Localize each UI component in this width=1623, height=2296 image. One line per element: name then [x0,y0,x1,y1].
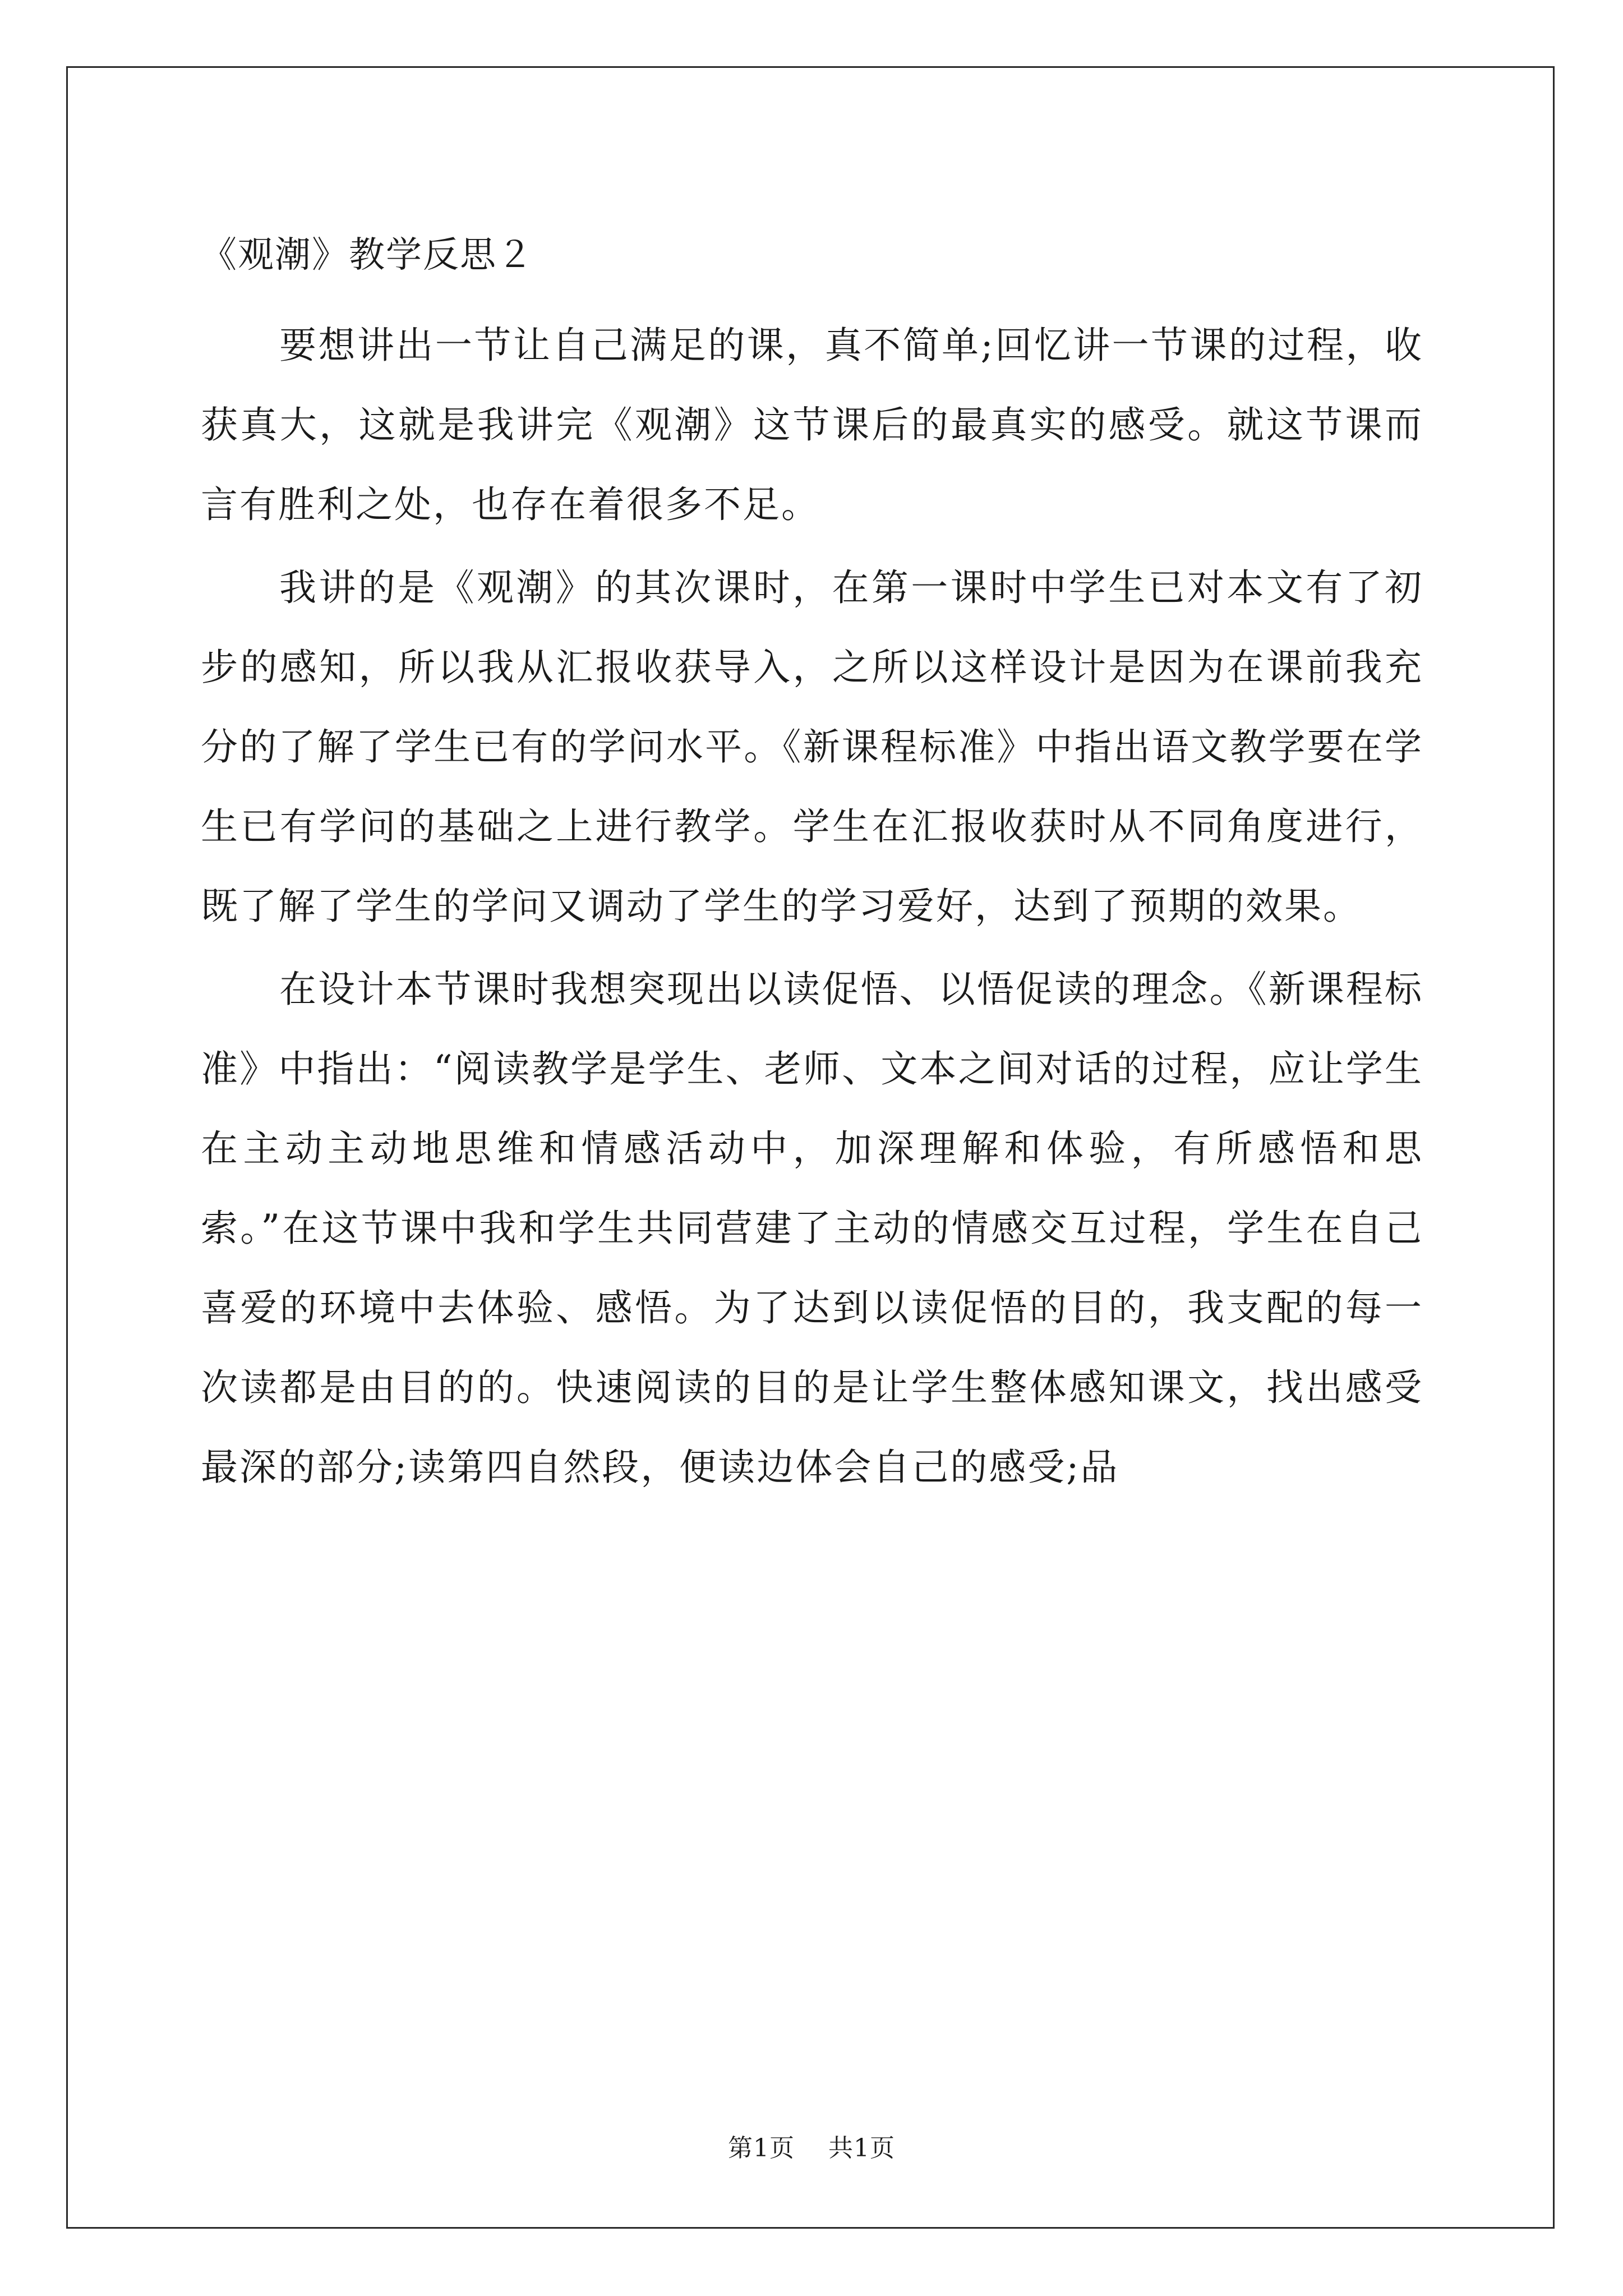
page-number-current: 第1页 [728,2134,795,2162]
paragraph-3: 在设计本节课时我想突现出以读促悟、以悟促读的理念。《新课程标准》中指出：“阅读教学是学生、老师、文本之间对话的过程，应让学生在主动主动地思维和情感活动中，加深理解和体验，有所感悟和思索。”在这节课中我和学生共同营建了主动的情感交互过程，学生在自己喜爱的环境中去体验、感悟。为了达到以读促悟的目的，我支配的每一次读都是由目的的。快速阅读的目的是让学生整体感知课文，找出感受最深的部分;读第四自然段，便读边体会自己的感受;品 [201,968,1423,1489]
paragraph-2: 我讲的是《观潮》的其次课时，在第一课时中学生已对本文有了初步的感知，所以我从汇报收获导入，之所以这样设计是因为在课前我充分的了解了学生已有的学问水平。《新课程标准》中指出语文教学要在学生已有学问的基础之上进行教学。学生在汇报收获时从不同角度进行，既了解了学生的学问又调动了学生的学习爱好，达到了预期的效果。 [201,566,1423,928]
document-body [201,222,1423,1511]
page-number-total: 共1页 [828,2134,895,2162]
document-title: 《观潮》教学反思２ [201,234,534,276]
paragraph-1: 要想讲出一节让自己满足的课，真不简单;回忆讲一节课的过程，收获真大，这就是我讲完《观潮》这节课后的最真实的感受。就这节课而言有胜利之处，也存在着很多不足。 [201,324,1423,526]
page-footer [0,2132,1623,2165]
